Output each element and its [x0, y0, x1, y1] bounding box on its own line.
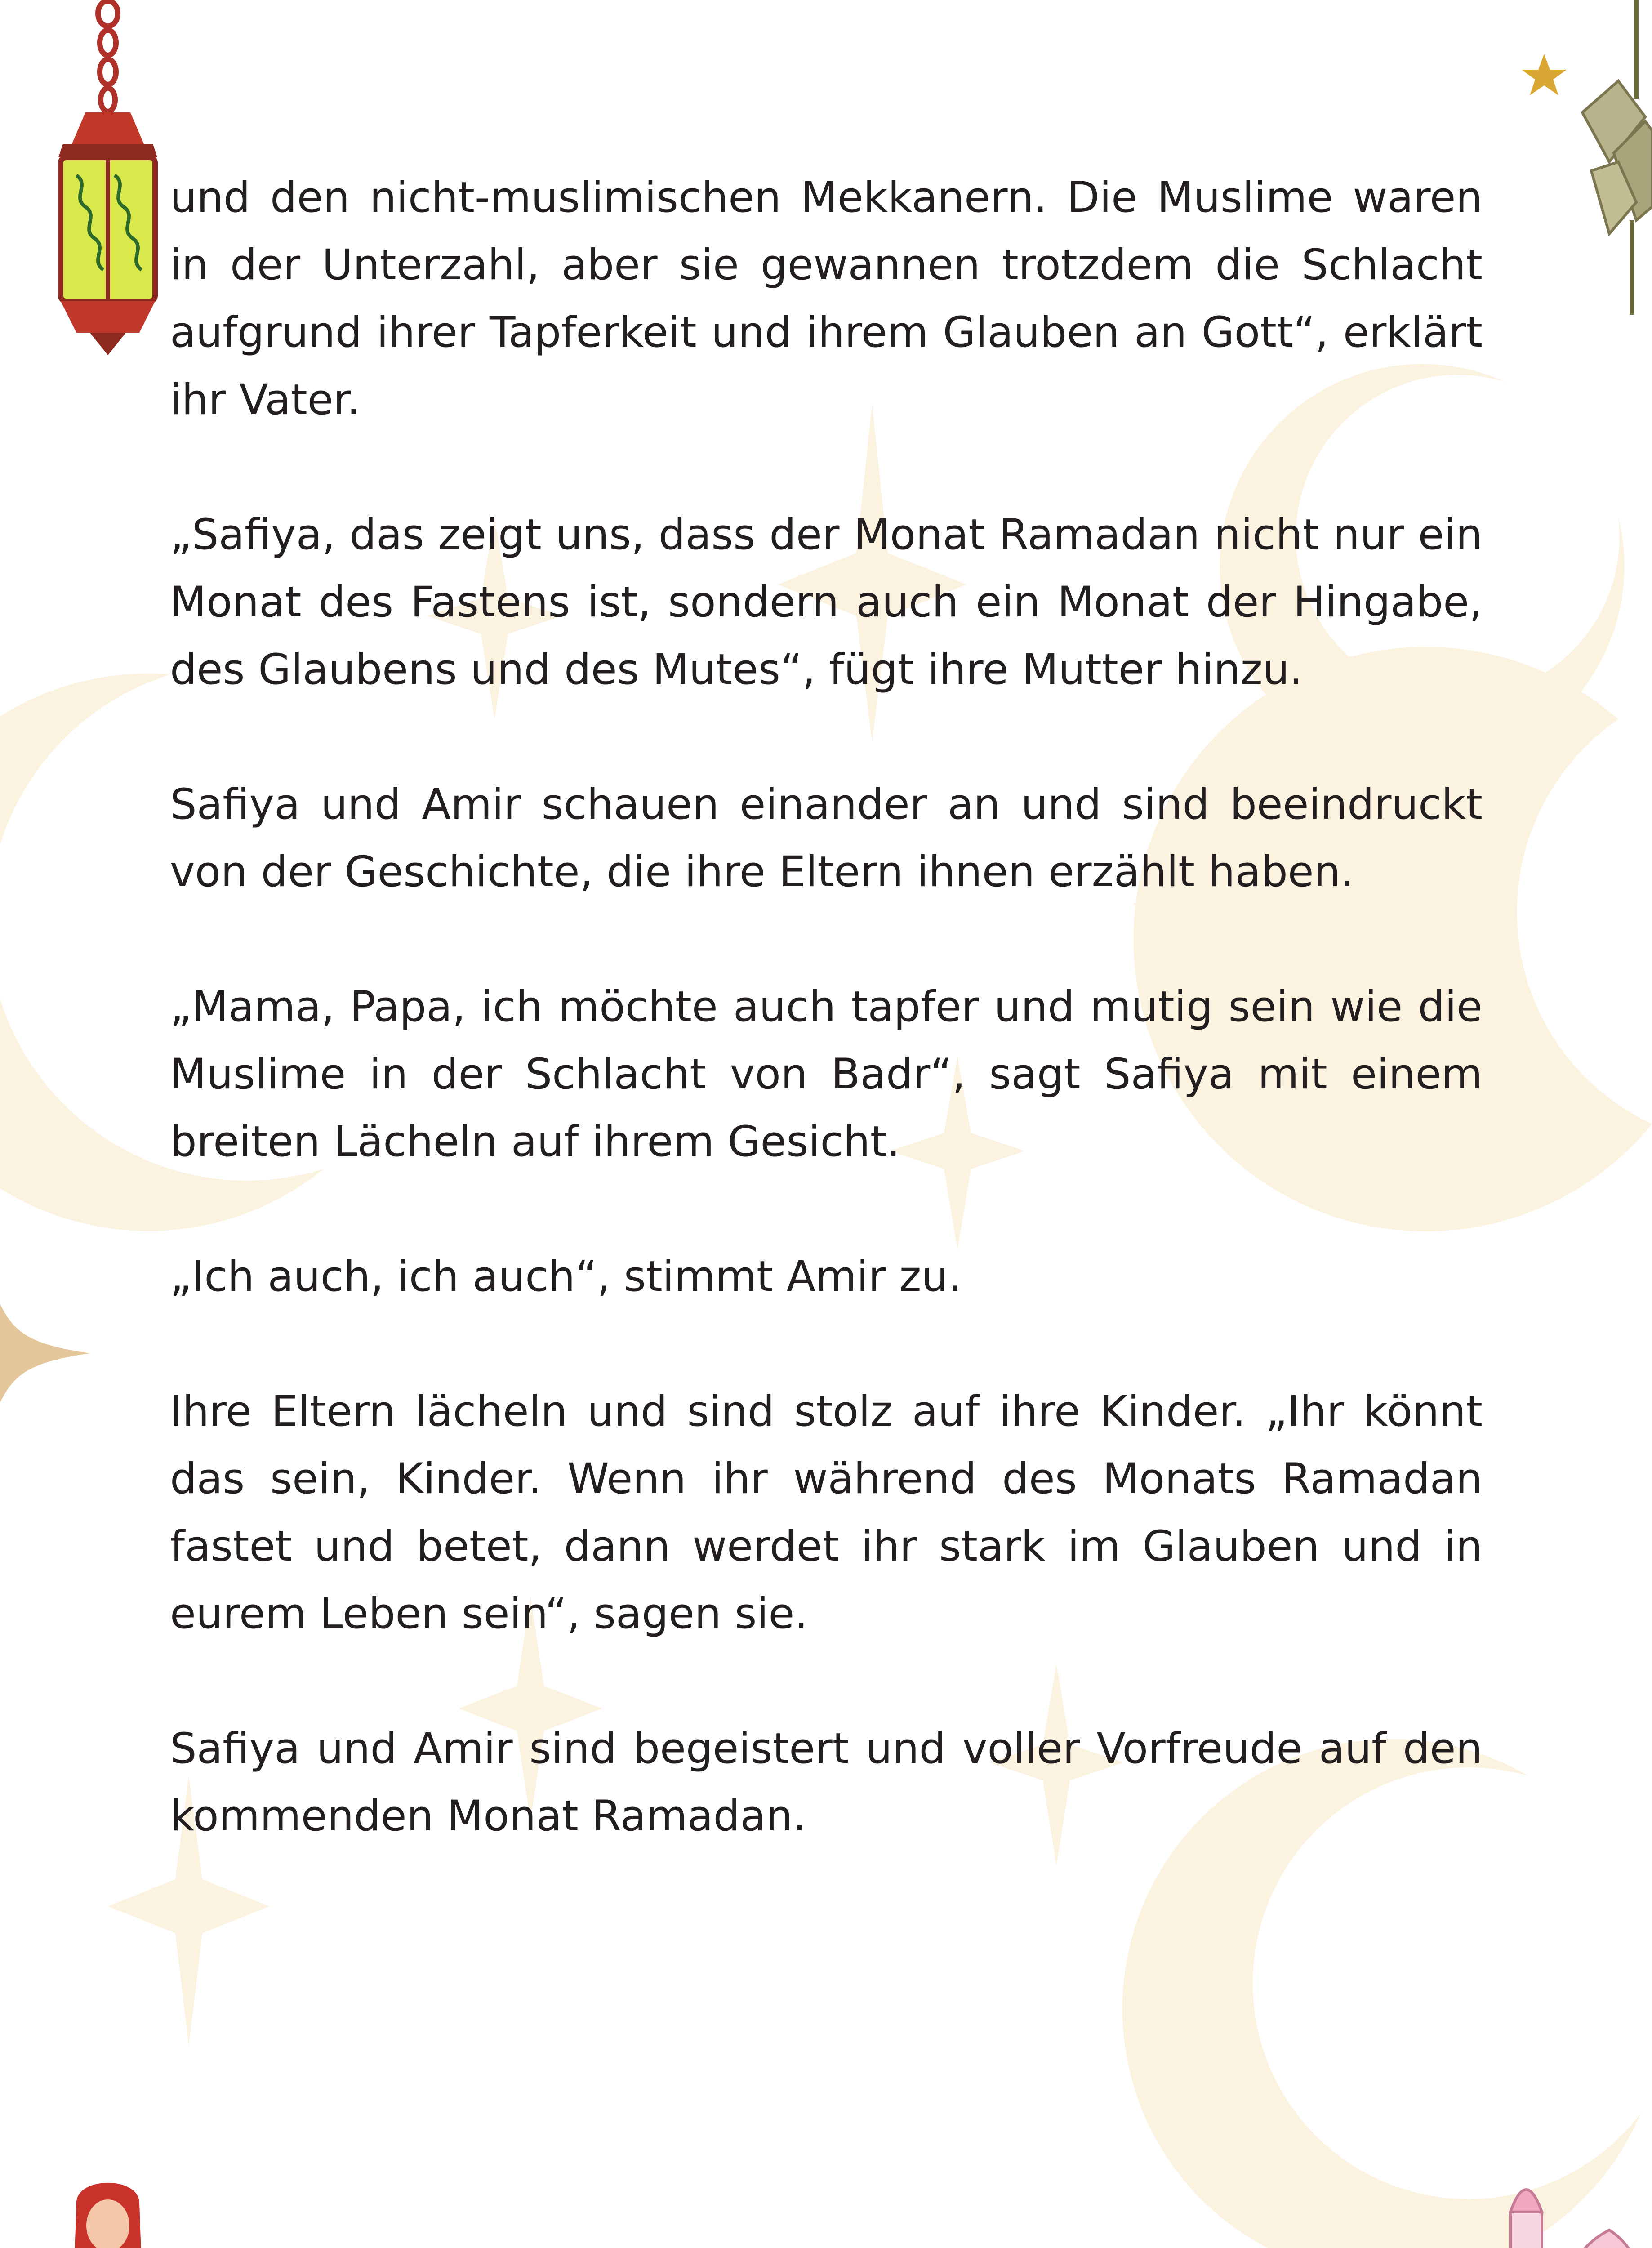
girl-with-prayer-beads-illustration [49, 2176, 283, 2248]
story-text [170, 164, 1483, 1850]
story-paragraph: und den nicht-muslimischen Mekkanern. Die Muslime waren in der Unterzahl, aber sie gewannen trotzdem die Schlacht aufgrund ihrer Tapferkeit und ihrem Glauben an Gott“, erklärt ihr Vater. [170, 173, 1483, 424]
story-paragraph: Ihre Eltern lächeln und sind stolz auf ihre Kinder. „Ihr könnt das sein, Kinder. Wenn ihr während des Monats Ramadan fastet und betet, dann werdet ihr stark im Glauben und in eurem Leben sein“, sagen sie. [170, 1387, 1483, 1638]
story-paragraph: „Mama, Papa, ich möchte auch tapfer und mutig sein wie die Muslime in der Schlacht von Badr“, sagt Safiya mit einem breiten Lächeln auf ihrem Gesicht. [170, 982, 1483, 1166]
ketupat-decoration [1582, 0, 1652, 315]
story-paragraph: Safiya und Amir sind begeistert und voller Vorfreude auf den kommenden Monat Ramadan. [170, 1724, 1483, 1841]
mosque-illustration [1268, 2158, 1652, 2248]
sparkle-decoration [0, 1304, 90, 1403]
lantern-icon [36, 0, 162, 360]
story-paragraph: „Safiya, das zeigt uns, dass der Monat Ramadan nicht nur ein Monat des Fastens ist, sondern auch ein Monat der Hingabe, des Glaubens und des Mutes“, fügt ihre Mutter hinzu. [170, 510, 1483, 694]
story-paragraph: Safiya und Amir schauen einander an und sind beeindruckt von der Geschichte, die ihre Eltern ihnen erzählt haben. [170, 780, 1483, 897]
story-paragraph: „Ich auch, ich auch“, stimmt Amir zu. [170, 1252, 962, 1301]
